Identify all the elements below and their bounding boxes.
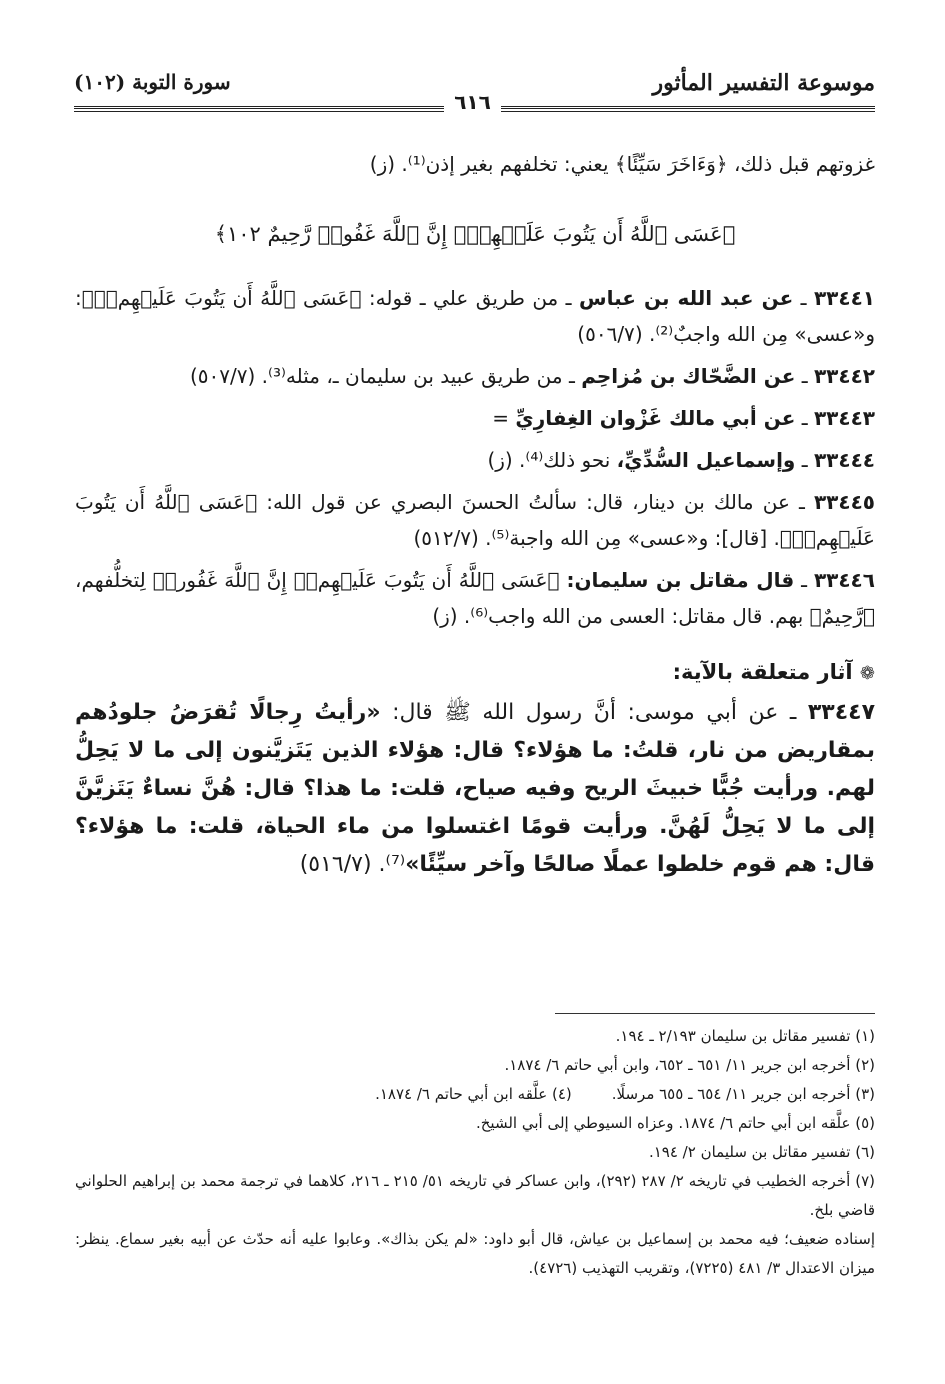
footnote-divider — [555, 1013, 875, 1014]
entry-number: ٣٣٤٤٢ — [813, 364, 875, 388]
footnote-3-4-row — [75, 1080, 875, 1109]
entry-33441: ٣٣٤٤١ ـ عن عبد الله بن عباس ـ من طريق علي ـ قوله: ﴿عَسَى ٱللَّهُ أَن يَتُوبَ عَلَيۡهِمۡۚ﴾: و«عسى» مِن الله واجبٌ⁽²⁾. (٥٠٦/٧) — [75, 286, 876, 346]
sura-label: سورة التوبة (١٠٢) — [74, 70, 231, 94]
entry-text: = — [492, 406, 510, 430]
section-heading — [75, 660, 875, 684]
entry-number: ٣٣٤٤٥ — [813, 490, 875, 514]
narrator-name: قال مقاتل بن سليمان: — [566, 568, 795, 592]
entry-text: ـ من طريق علي ـ قوله: ﴿عَسَى ٱللَّهُ أَن يَتُوبَ عَلَيۡهِمۡۚ﴾: و«عسى» مِن الله واجبٌ⁽²⁾. (٥٠٦/٧) — [75, 286, 875, 346]
verse-heading: ﴿عَسَى ٱللَّهُ أَن يَتُوبَ عَلَيۡهِمۡۚ إِنَّ ٱللَّهَ غَفُورٞ رَّحِيمٌ ١٠٢﴾ — [214, 222, 736, 246]
entry-number: ٣٣٤٤١ — [813, 286, 876, 310]
entry-33442: ٣٣٤٤٢ ـ عن الضَّحّاك بن مُزاحِم ـ من طريق عبيد بن سليمان ـ، مثله⁽³⁾. (٥٠٧/٧) — [189, 364, 875, 388]
intro-line: غزوتهم قبل ذلك، ﴿وَءَاخَرَ سَيِّئًا﴾ يعني: تخلفهم بغير إذن⁽¹⁾. (ز) — [369, 152, 875, 176]
footnote-7-continued: إسناده ضعيف؛ فيه محمد بن إسماعيل بن عياش، قال أبو داود: «لم يكن بذاك». وعابوا عليه أنه حدّث عن أبيه بغير سماع. ينظر: ميزان الاعتدال ٣/ ٤٨١ (٧٢٢٥)، وتقريب التهذيب (٤٧٢٦). — [75, 1230, 875, 1277]
page-number-row — [0, 90, 945, 114]
entry-number: ٣٣٤٤٤ — [813, 448, 875, 472]
section-title: آثار متعلقة بالآية: — [672, 660, 853, 684]
entry-33443: ٣٣٤٤٣ ـ عن أبي مالك غَزْوان الغِفارِيِّ = — [492, 406, 875, 430]
narrator-name: عن الضَّحّاك بن مُزاحِم — [581, 364, 796, 388]
footnote-6: (٦) تفسير مقاتل بن سليمان ٢/ ١٩٤. — [648, 1143, 875, 1161]
entry-text: ـ من طريق عبيد بن سليمان ـ، مثله⁽³⁾. (٥٠٧/٧) — [189, 364, 575, 388]
footnote-1: (١) تفسير مقاتل بن سليمان ٢/١٩٣ ـ ١٩٤. — [615, 1027, 875, 1045]
footnotes — [75, 1022, 875, 1283]
footnote-7: (٧) أخرجه الخطيب في تاريخه ٢/ ٢٨٧ (٢٩٢)، وابن عساكر في تاريخه ٥١/ ٢١٥ ـ ٢١٦، كلاهما في ترجمة محمد بن إبراهيم الحلواني قاضي بلخ. — [75, 1172, 876, 1219]
narrator-name: وإسماعيل السُّدِّيِّ، — [616, 448, 796, 472]
entry-text: ﴿عَسَى ٱللَّهُ أَن يَتُوبَ عَلَيۡهِمۡۚ إِنَّ ٱللَّهَ غَفُورٞ﴾ لِتخلُّفهم، ﴿رَّحِيمٌ﴾ بهم. قال مقاتل: العسى من الله واجب⁽⁶⁾. (ز) — [75, 568, 875, 628]
page-number: ٦١٦ — [444, 90, 501, 114]
hadith-33447 — [75, 694, 875, 884]
entry-33445: ٣٣٤٤٥ ـ عن مالك بن دينار، قال: سألتُ الحسنَ البصري عن قول الله: ﴿عَسَى ٱللَّهُ أَن يَتُوبَ عَلَيۡهِمۡۚ﴾. [قال]: و«عسى» مِن الله واجبة⁽⁵⁾. (٥١٢/٧) — [75, 490, 875, 550]
main-text — [75, 146, 875, 884]
book-title: موسوعة التفسير المأثور — [652, 70, 875, 96]
footnote-3: (٣) أخرجه ابن جرير ١١/ ٦٥٤ ـ ٦٥٥ مرسلًا. — [611, 1085, 875, 1103]
entry-33444: ٣٣٤٤٤ ـ وإسماعيل السُّدِّيِّ، نحو ذلك⁽⁴⁾. (ز) — [487, 448, 875, 472]
hadith-intro: ـ عن أبي موسى: أنَّ رسول الله ﷺ قال: — [380, 700, 808, 725]
entry-text: عن مالك بن دينار، قال: سألتُ الحسنَ البصري عن قول الله: ﴿عَسَى ٱللَّهُ أَن يَتُوبَ عَلَيۡهِمۡۚ﴾. [قال]: و«عسى» مِن الله واجبة⁽⁵⁾. (٥١٢/٧) — [75, 490, 875, 550]
narrator-name: عن أبي مالك غَزْوان الغِفارِيِّ — [515, 406, 796, 430]
flower-icon: ❁ — [859, 663, 875, 684]
footnote-2: (٢) أخرجه ابن جرير ١١/ ٦٥١ ـ ٦٥٢، وابن أبي حاتم ٦/ ١٨٧٤. — [504, 1056, 875, 1074]
footnote-4: (٤) علَّقه ابن أبي حاتم ٦/ ١٨٧٤. — [375, 1085, 572, 1103]
entry-33446: ٣٣٤٤٦ ـ قال مقاتل بن سليمان: ﴿عَسَى ٱللَّهُ أَن يَتُوبَ عَلَيۡهِمۡۚ إِنَّ ٱللَّهَ غَفُورٞ﴾ لِتخلُّفهم، ﴿رَّحِيمٌ﴾ بهم. قال مقاتل: العسى من الله واجب⁽⁶⁾. (ز) — [75, 568, 875, 628]
hadith-body: «رأيتُ رِجالًا تُقرَضُ جلودُهم بمقاريض من نار، قلتُ: ما هؤلاء؟ قال: هؤلاء الذين يَتَزيَّنون إلى ما لا يَحِلُّ لهم. ورأيت جُبًّا خبيثَ الريح وفيه صياح، قلت: ما هذا؟ قال: هُنَّ نساءٌ يَتَزيَّنَّ إلى ما لا يَحِلُّ لَهُنَّ. ورأيت قومًا اغتسلوا من ماء الحياة، قلت: ما هؤلاء؟ قال: هم قوم خلطوا عملًا صالحًا وآخر سيِّئًا» — [75, 700, 875, 877]
entry-number: ٣٣٤٤٧ — [807, 700, 875, 725]
entry-number: ٣٣٤٤٣ — [813, 406, 875, 430]
entry-text: نحو ذلك⁽⁴⁾. (ز) — [487, 448, 611, 472]
narrator-name: عن عبد الله بن عباس — [578, 286, 794, 310]
entry-number: ٣٣٤٤٦ — [813, 568, 875, 592]
hadith-ref: ⁽⁷⁾. (٥١٦/٧) — [299, 852, 406, 877]
footnote-5: (٥) علَّقه ابن أبي حاتم ٦/ ١٨٧٤. وعزاه السيوطي إلى أبي الشيخ. — [475, 1114, 875, 1132]
